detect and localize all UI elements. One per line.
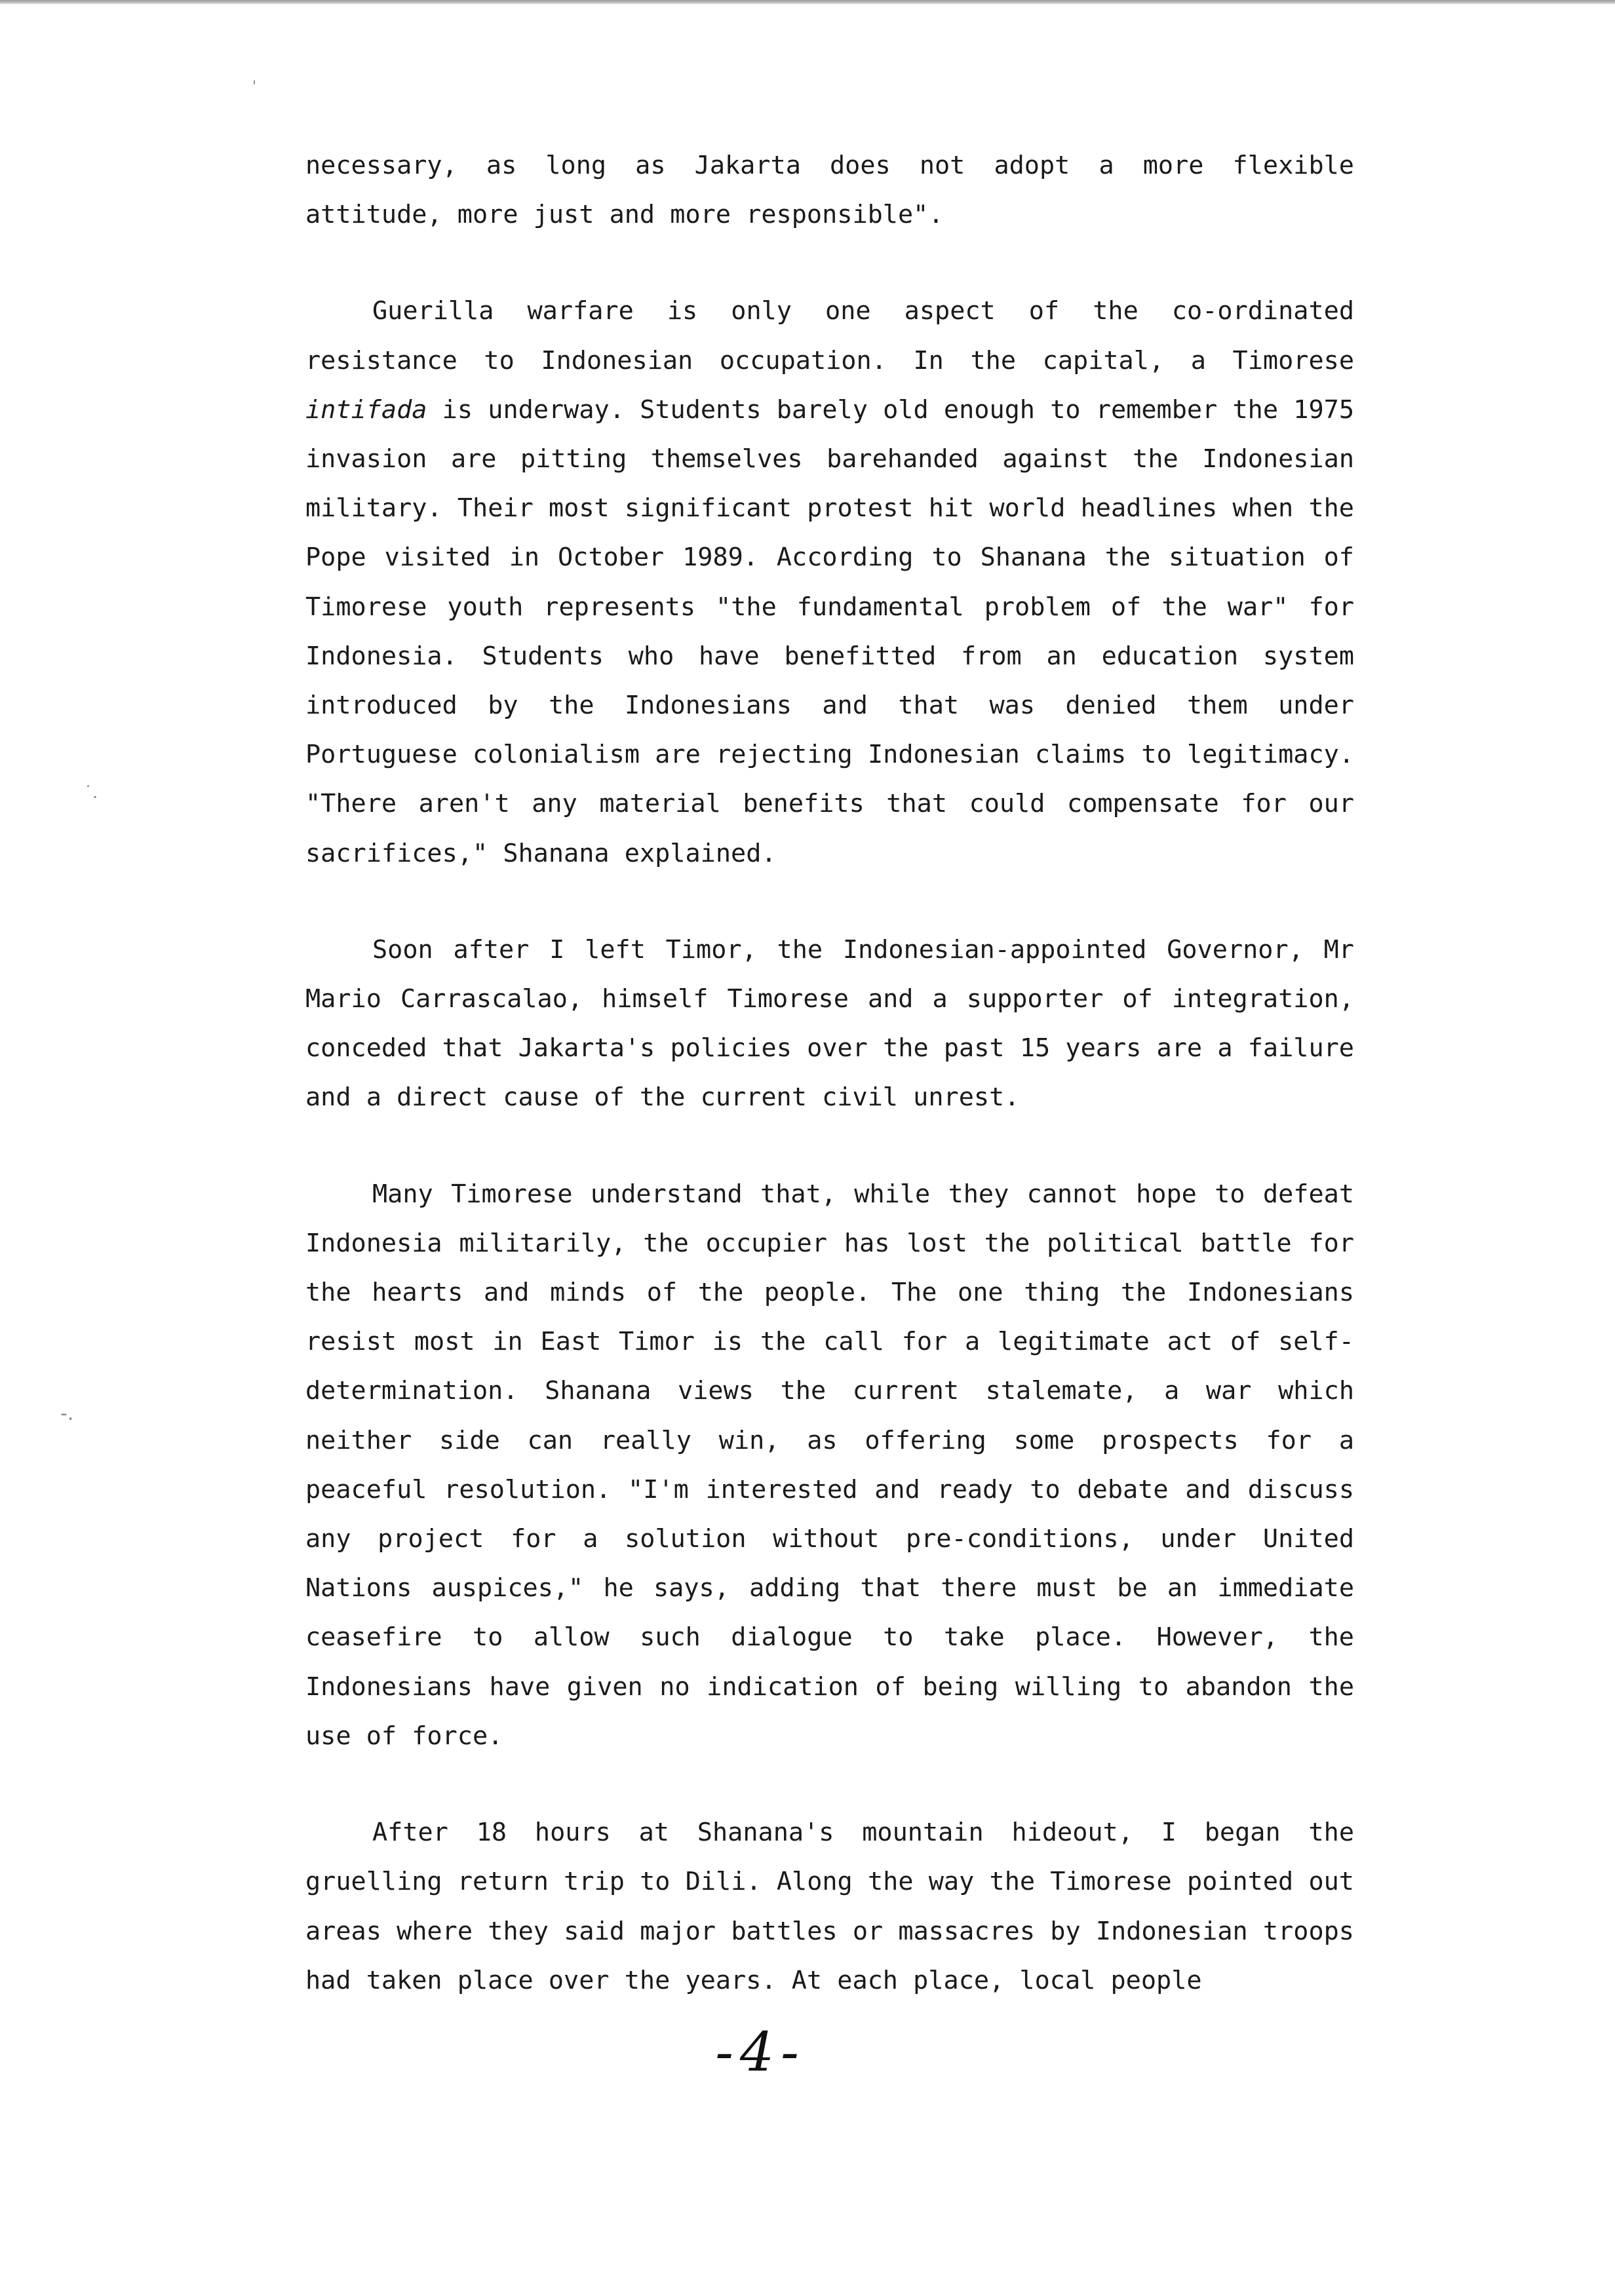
paragraph-gap	[305, 1122, 1354, 1170]
scan-speck: ˙.	[84, 783, 98, 803]
paragraph-text: Guerilla warfare is only one aspect of the co-ordinated resistance to Indonesian occupation. In the capital, a Timorese	[305, 296, 1354, 375]
paragraph-3	[305, 925, 1354, 1122]
paragraph-text: necessary, as long as Jakarta does not adopt a more flexible attitude, more just and more responsible".	[305, 151, 1354, 230]
paragraph-2	[305, 286, 1354, 877]
paragraph-text: After 18 hours at Shanana's mountain hideout, I began the gruelling return trip to Dili. Along the way the Timorese pointed out areas where they said major battles or massacres by Indonesian troops had taken place over the years. At each place, local people	[305, 1818, 1354, 1995]
italic-term: intifada	[305, 394, 427, 425]
paragraph-gap	[305, 878, 1354, 925]
paragraph-text: Soon after I left Timor, the Indonesian-appointed Governor, Mr Mario Carrascalao, himself Timorese and a supporter of integration, conceded that Jakarta's policies over the past 15 years are a failure and a direct cause of the current civil unrest.	[305, 934, 1354, 1113]
paragraph-1	[305, 141, 1354, 239]
paragraph-4	[305, 1170, 1354, 1761]
paragraph-gap	[305, 239, 1354, 286]
paragraph-gap	[305, 1761, 1354, 1808]
document-body	[305, 141, 1354, 2005]
paragraph-text: is underway. Students barely old enough to remember the 1975 invasion are pitting themselves barehanded against the Indonesian military. Their most significant protest hit world headlines when the Pope visited in October 1989. According to Shanana the situation of Timorese youth represents "the fundamental problem of the war" for Indonesia. Students who have benefitted from an education system introduced by the Indonesians and that was denied them under Portuguese colonialism are rejecting Indonesian claims to legitimacy. "There aren't any material benefits that could compensate for our sacrifices," Shanana explained.	[305, 394, 1354, 868]
page-number: -4-	[715, 2021, 806, 2084]
paragraph-text: Many Timorese understand that, while they cannot hope to defeat Indonesia militarily, the occupier has lost the political battle for the hearts and minds of the people. The one thing the Indonesians resist most in East Timor is the call for a legitimate act of self-determination. Shanana views the current stalemate, a war which neither side can really win, as offering some prospects for a peaceful resolution. "I'm interested and ready to debate and discuss any project for a solution without pre-conditions, under United Nations auspices," he says, adding that there must be an immediate ceasefire to allow such dialogue to take place. However, the Indonesians have given no indication of being willing to abandon the use of force.	[305, 1179, 1354, 1751]
top-scan-edge	[0, 0, 1615, 4]
paragraph-5	[305, 1808, 1354, 2005]
scan-speck: -.	[60, 1402, 74, 1425]
scan-speck: '	[252, 79, 257, 95]
